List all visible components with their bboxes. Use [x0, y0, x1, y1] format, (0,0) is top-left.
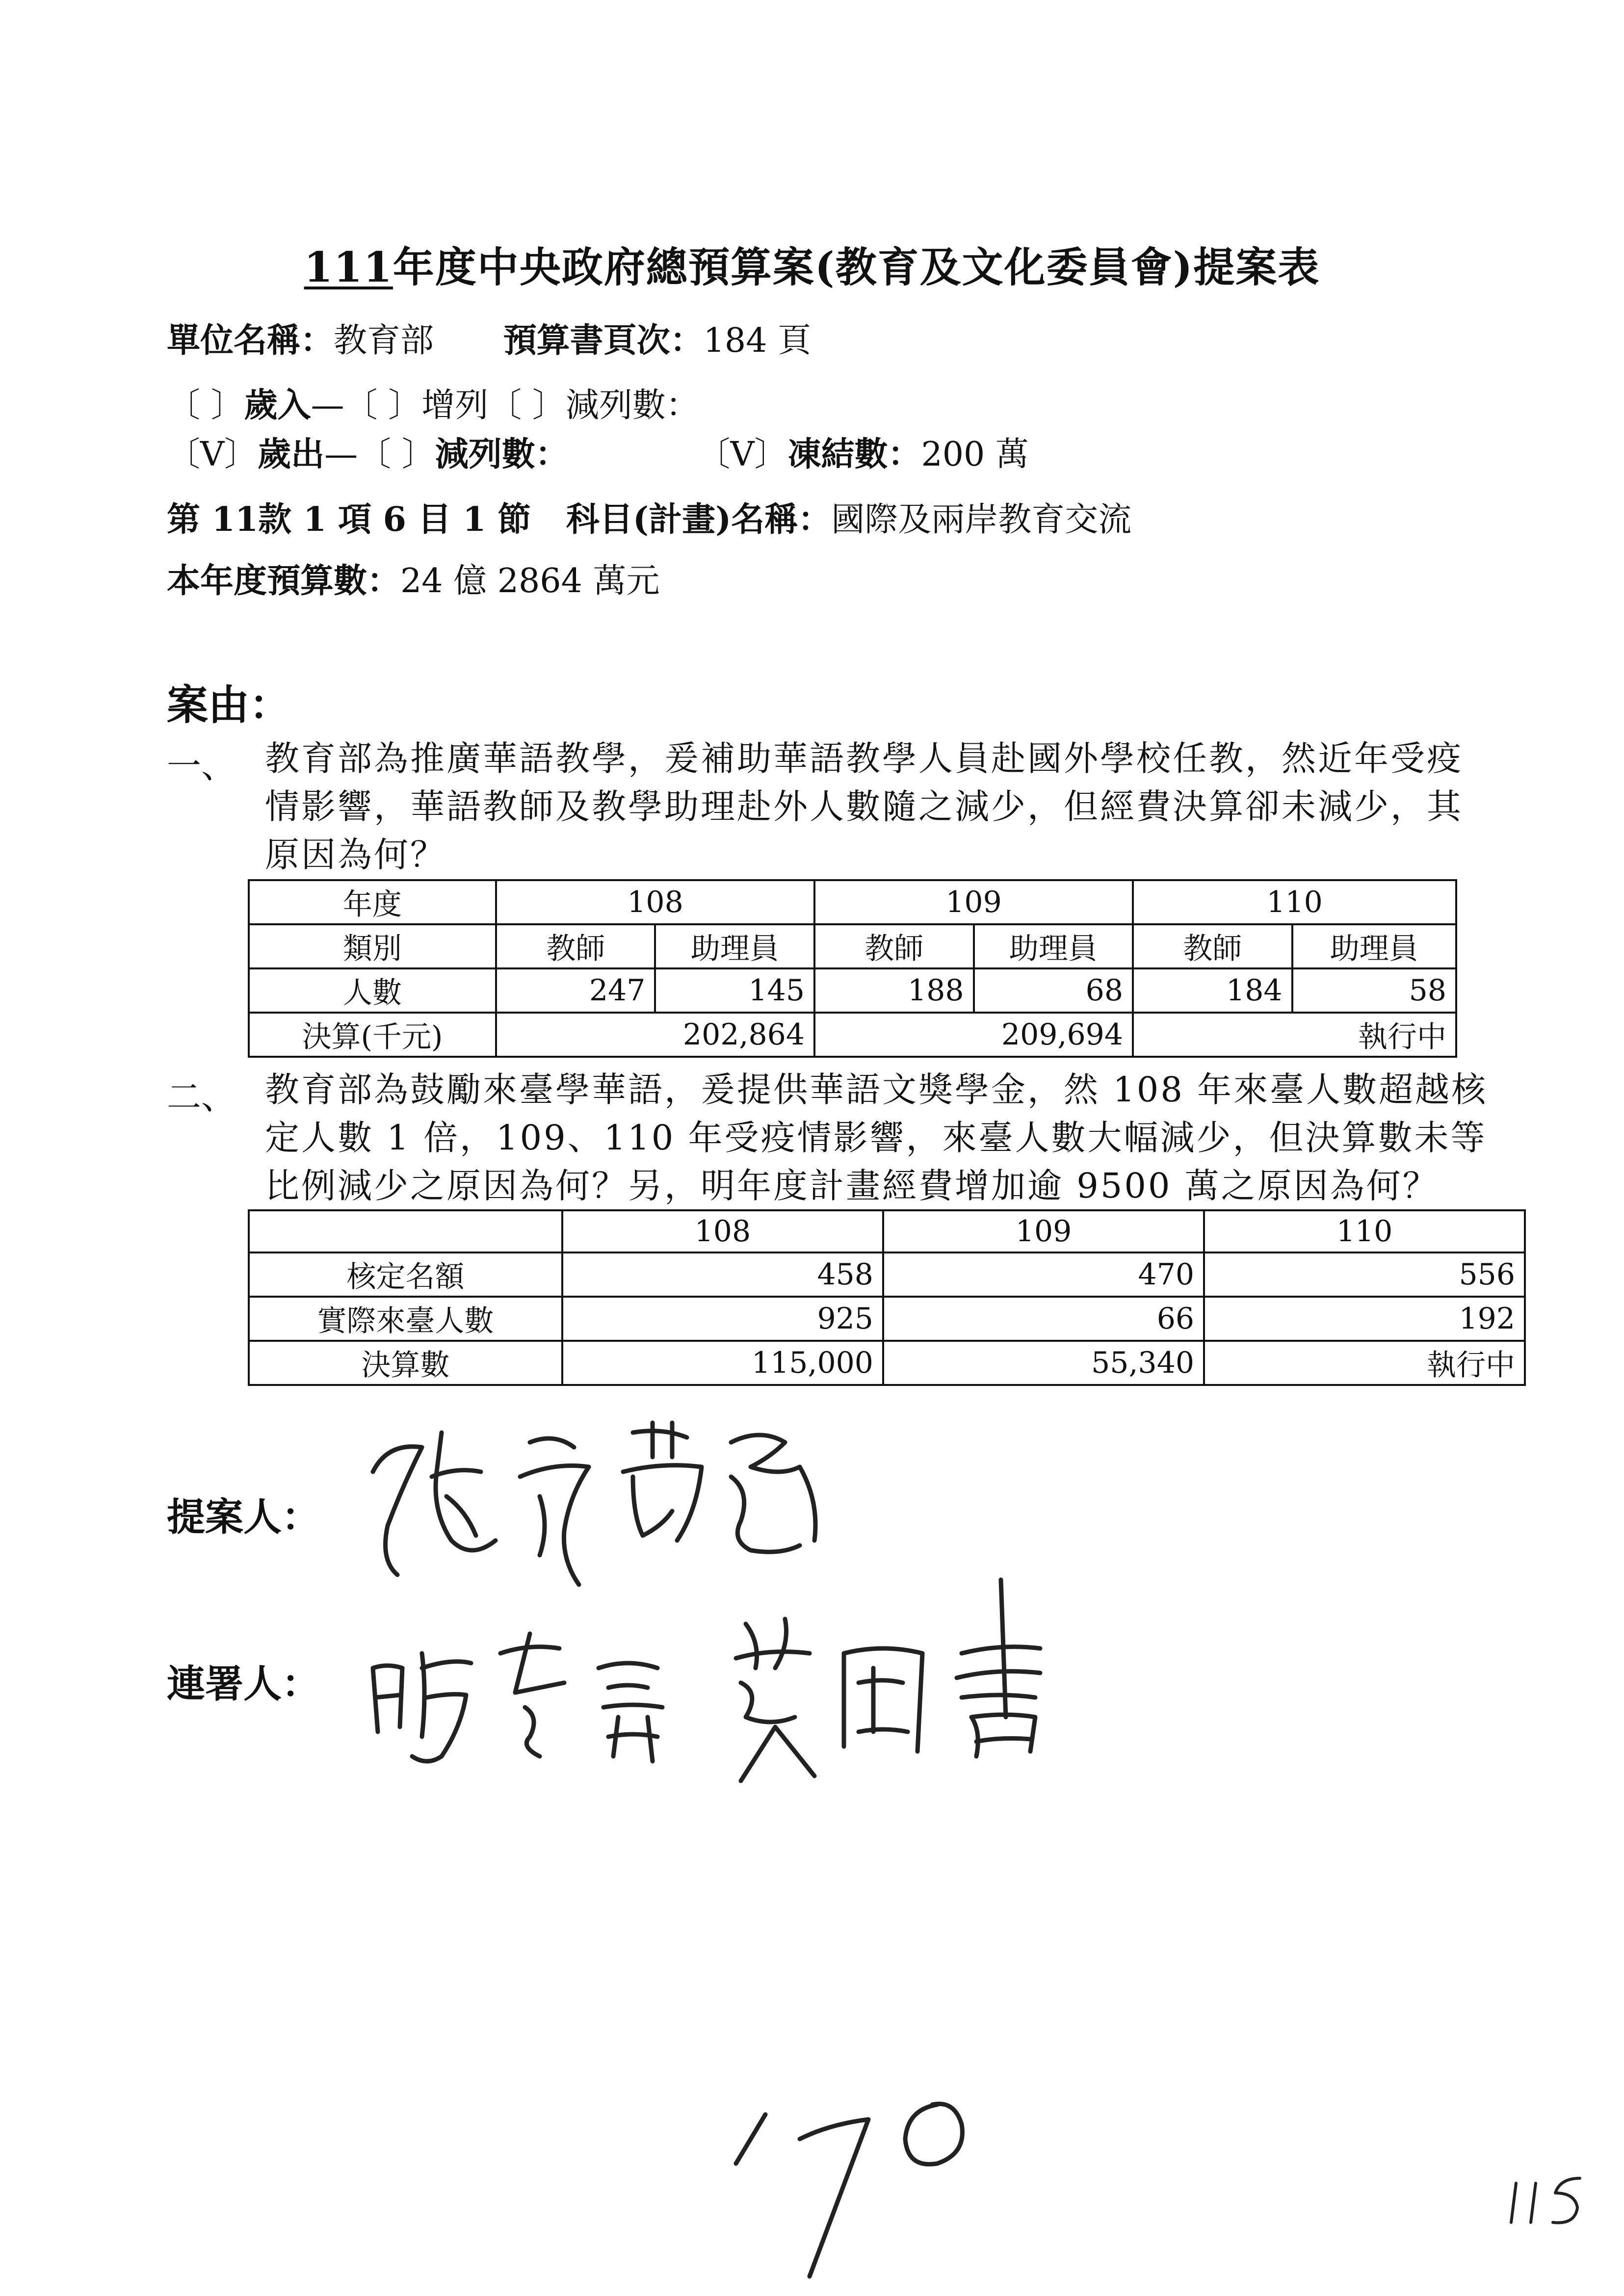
table-cell-assistant: 助理員: [974, 924, 1133, 968]
table-cell-value: 470: [883, 1252, 1204, 1297]
table-row: [249, 1210, 1525, 1252]
table-row: [249, 1341, 1525, 1385]
table-cell-teacher: 教師: [496, 924, 655, 968]
table-cell-teacher: 教師: [1133, 924, 1292, 968]
table-teacher-stats: [248, 879, 1457, 1058]
expense-line: [167, 428, 1029, 475]
subject-line: [167, 493, 1131, 541]
reason-item-2-text: 教育部為鼓勵來臺學華語，爰提供華語文獎學金，然 108 年來臺人數超越核定人數 1 倍，109、110 年受疫情影響，來臺人數大幅減少，但決算數未等比例減少之原因為何？另，明年度計畫經費增加逾 9500 萬之原因為何？: [265, 1070, 1488, 1206]
table-cell-count-label: 人數: [249, 968, 496, 1013]
table-cell-count: 184: [1133, 968, 1292, 1013]
table-cell-year-110: 110: [1133, 880, 1456, 924]
reason-item-1-text: 教育部為推廣華語教學，爰補助華語教學人員赴國外學校任教，然近年受疫情影響，華語教師及教學助理赴外人數隨之減少，但經費決算卻未減少，其原因為何？: [265, 738, 1463, 875]
title-text: 年度中央政府總預算案(教育及文化委員會)提案表: [393, 243, 1320, 291]
expense-prefix: 〔V〕: [167, 435, 258, 474]
table-row: [249, 1252, 1525, 1297]
title-year: 111: [304, 243, 393, 291]
table-cell-count: 145: [655, 968, 814, 1013]
table-cell-count: 68: [974, 968, 1133, 1013]
freeze-prefix: 〔V〕: [697, 435, 788, 474]
table-cell-count: 188: [814, 968, 974, 1013]
table-row: [249, 1013, 1456, 1057]
income-line: [167, 379, 699, 426]
table-cell-value: 925: [562, 1297, 883, 1341]
unit-line: [167, 314, 811, 362]
table-cell-value: 556: [1204, 1252, 1525, 1297]
table-cell-year-109: 109: [883, 1210, 1204, 1252]
subject-value: 國際及兩岸教育交流: [831, 500, 1132, 539]
table-scholarship-stats: [248, 1209, 1526, 1386]
budget-value: 24 億 2864 萬元: [400, 562, 660, 600]
table-cell-assistant: 助理員: [1292, 924, 1456, 968]
table-cell-count: 58: [1292, 968, 1456, 1013]
table-cell-settle-110: 執行中: [1133, 1013, 1456, 1057]
table-cell-year-110: 110: [1204, 1210, 1525, 1252]
unit-label: 單位名稱：: [167, 321, 334, 360]
table-cell-value: 115,000: [562, 1341, 883, 1385]
document-title: [0, 235, 1624, 294]
cosigner-label: 連署人：: [167, 1662, 320, 1706]
table-cell-settle-label: 決算(千元): [249, 1013, 496, 1057]
item-path: 第 11款 1 項 6 目 1 節: [167, 500, 531, 539]
table-cell-year-108: 108: [562, 1210, 883, 1252]
reason-item-2-number: 二、: [167, 1077, 236, 1117]
table-cell-assistant: 助理員: [655, 924, 814, 968]
table-cell-value: 458: [562, 1252, 883, 1297]
table-cell-settle-108: 202,864: [496, 1013, 814, 1057]
table-row: [249, 880, 1456, 924]
reason-heading: 案由：: [167, 680, 291, 729]
handwritten-page-number: [731, 2085, 986, 2291]
subject-label: 科目(計畫)名稱：: [566, 500, 832, 539]
table-row: [249, 924, 1456, 968]
income-rest: —〔 〕增列〔 〕減列數：: [311, 386, 699, 425]
reason-item-1-number: 一、: [167, 746, 236, 786]
table-cell-year-label: 年度: [249, 880, 496, 924]
table-cell-row-label: 實際來臺人數: [249, 1297, 562, 1341]
table-row: [249, 968, 1456, 1013]
table-cell-count: 247: [496, 968, 655, 1013]
table-cell-empty: [249, 1210, 562, 1252]
table-cell-teacher: 教師: [814, 924, 974, 968]
table-cell-settle-109: 209,694: [814, 1013, 1133, 1057]
table-cell-row-label: 核定名額: [249, 1252, 562, 1297]
table-cell-value: 192: [1204, 1297, 1525, 1341]
cosigner-signatures: [353, 1570, 1138, 1786]
table-cell-row-label: 決算數: [249, 1341, 562, 1385]
expense-label: 歲出: [258, 435, 325, 474]
table-cell-year-108: 108: [496, 880, 814, 924]
expense-mid: —〔 〕: [324, 435, 435, 474]
freeze-value: 200 萬: [921, 435, 1029, 474]
table-cell-year-109: 109: [814, 880, 1133, 924]
table-cell-value: 執行中: [1204, 1341, 1525, 1385]
table-cell-value: 66: [883, 1297, 1204, 1341]
budget-line: [167, 554, 659, 602]
table-cell-value: 55,340: [883, 1341, 1204, 1385]
table-cell-category-label: 類別: [249, 924, 496, 968]
income-label: 歲入: [244, 386, 311, 425]
freeze-label: 凍結數：: [787, 435, 921, 474]
page-label: 預算書頁次：: [503, 321, 704, 360]
unit-value: 教育部: [334, 321, 434, 360]
corner-page-number: [1506, 2168, 1590, 2232]
proposer-label: 提案人：: [167, 1495, 320, 1539]
income-prefix: 〔 〕: [167, 386, 244, 425]
table-row: [249, 1297, 1525, 1341]
budget-label: 本年度預算數：: [167, 561, 401, 600]
cut-label: 減列數：: [435, 435, 569, 474]
page-value: 184 頁: [703, 321, 812, 360]
